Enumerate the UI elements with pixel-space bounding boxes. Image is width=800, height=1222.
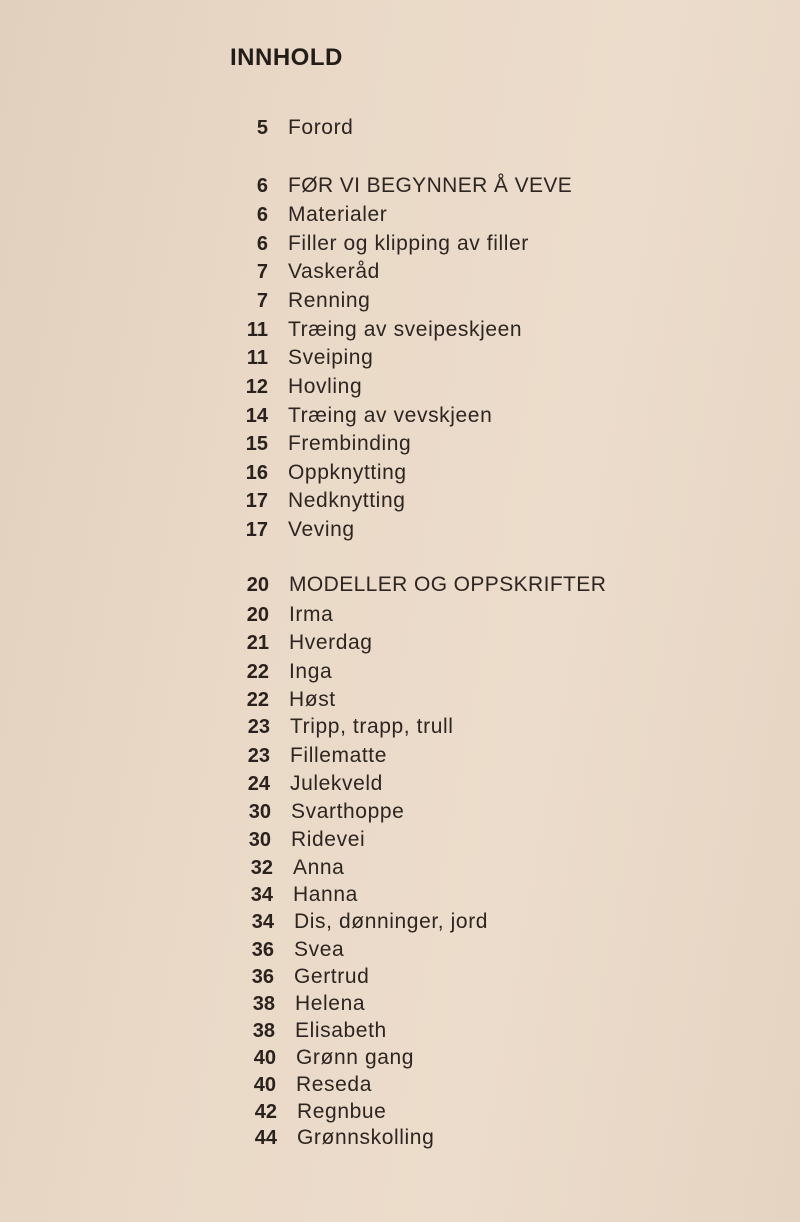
toc-page-number: 38: [252, 992, 275, 1015]
toc-page-number: 30: [248, 828, 271, 851]
toc-title: Fillematte: [290, 744, 388, 767]
toc-entry: [242, 770, 383, 798]
toc-title: Hovling: [288, 375, 363, 398]
toc-title: Vaskeråd: [288, 260, 380, 283]
toc-entry: [246, 908, 488, 936]
toc-page-number: 38: [252, 1019, 275, 1042]
toc-entry: [245, 854, 344, 882]
toc-title: Hanna: [293, 883, 358, 906]
toc-page-number: 36: [251, 965, 274, 988]
toc-entry: [247, 990, 365, 1018]
toc-title: Filler og klipping av filler: [288, 232, 529, 255]
toc-title: Julekveld: [290, 772, 383, 795]
toc-entry: [240, 487, 406, 515]
toc-title: Nedknytting: [288, 489, 406, 512]
toc-entry: [248, 1071, 372, 1099]
toc-page-number: 6: [256, 174, 268, 197]
toc-entry: [240, 430, 411, 458]
toc-title: Renning: [288, 289, 371, 312]
toc-title: Gertrud: [294, 965, 370, 988]
toc-title: Hverdag: [289, 631, 373, 654]
toc-page-number: 22: [246, 688, 269, 711]
toc-entry: [240, 459, 407, 487]
toc-entry: [247, 1017, 387, 1045]
toc-page-number: 36: [251, 938, 274, 961]
toc-page-number: 21: [246, 631, 269, 654]
toc-title: Irma: [289, 603, 334, 626]
toc-title: Forord: [288, 116, 354, 139]
toc-entry: [242, 742, 387, 770]
toc-page-number: 17: [245, 518, 268, 541]
toc-section-title: FØR VI BEGYNNER Å VEVE: [288, 174, 573, 197]
toc-page-number: 44: [254, 1126, 277, 1149]
toc-page-number: 24: [247, 772, 270, 795]
toc-title: Tripp, trapp, trull: [290, 715, 454, 738]
toc-title: Svea: [294, 938, 345, 961]
toc-entry: [249, 1124, 434, 1152]
toc-entry: [246, 963, 369, 991]
toc-title: Træing av vevskjeen: [288, 404, 493, 427]
toc-entry: [240, 287, 370, 315]
contents-heading: INNHOLD: [230, 44, 343, 71]
toc-entry: [241, 571, 606, 599]
toc-page-number: 20: [246, 573, 269, 596]
toc-page-number: 34: [251, 910, 274, 933]
toc-entry: [248, 1044, 414, 1072]
toc-page-number: 40: [253, 1046, 276, 1069]
toc-page-number: 22: [246, 660, 269, 683]
toc-page-number: 7: [256, 260, 268, 283]
toc-entry: [240, 172, 572, 200]
toc-page-number: 23: [247, 715, 270, 738]
toc-page-number: 5: [256, 116, 268, 139]
toc-title: Reseda: [296, 1073, 372, 1096]
toc-page-number: 6: [256, 232, 268, 255]
toc-entry: [240, 516, 355, 544]
toc-title: Træing av sveipeskjeen: [288, 318, 523, 341]
toc-title: Frembinding: [288, 432, 412, 455]
toc-title: Grønnskolling: [297, 1126, 435, 1149]
toc-title: Materialer: [288, 203, 388, 226]
toc-page-number: 42: [254, 1100, 277, 1123]
toc-title: Helena: [295, 992, 366, 1015]
toc-title: Anna: [293, 856, 345, 879]
toc-page-number: 30: [248, 800, 271, 823]
toc-title: Inga: [289, 660, 333, 683]
toc-entry: [240, 114, 353, 142]
toc-title: Elisabeth: [295, 1019, 387, 1042]
toc-page-number: 32: [250, 856, 273, 879]
toc-entry: [241, 601, 333, 629]
toc-page-number: 16: [245, 461, 268, 484]
toc-page-number: 23: [247, 744, 270, 767]
toc-entry: [241, 658, 332, 686]
toc-page-number: 34: [250, 883, 273, 906]
toc-page-number: 12: [245, 375, 268, 398]
toc-page-number: 11: [246, 318, 268, 341]
toc-page-number: 7: [256, 289, 268, 312]
toc-entry: [241, 686, 336, 714]
toc-title: Ridevei: [291, 828, 366, 851]
toc-entry: [240, 316, 522, 344]
toc-title: Veving: [288, 518, 355, 541]
toc-entry: [240, 230, 529, 258]
toc-page-number: 6: [256, 203, 268, 226]
toc-entry: [240, 402, 492, 430]
toc-entry: [243, 798, 404, 826]
toc-page-number: 15: [245, 432, 268, 455]
toc-page-number: 11: [246, 346, 268, 369]
toc-title: Sveiping: [288, 346, 374, 369]
toc-entry: [240, 258, 380, 286]
toc-entry: [245, 881, 358, 909]
toc-entry: [246, 936, 344, 964]
toc-page-number: 40: [253, 1073, 276, 1096]
toc-page-number: 17: [245, 489, 268, 512]
toc-entry: [243, 826, 365, 854]
toc-entry: [240, 344, 373, 372]
toc-title: Grønn gang: [296, 1046, 415, 1069]
toc-title: Regnbue: [297, 1100, 387, 1123]
toc-entry: [242, 713, 454, 741]
toc-title: Oppknytting: [288, 461, 407, 484]
toc-title: Dis, dønninger, jord: [294, 910, 489, 933]
toc-page-number: 14: [245, 404, 268, 427]
toc-section-title: MODELLER OG OPPSKRIFTER: [289, 573, 607, 596]
toc-page-number: 20: [246, 603, 269, 626]
toc-entry: [240, 201, 387, 229]
toc-title: Svarthoppe: [291, 800, 405, 823]
toc-entry: [241, 629, 373, 657]
toc-entry: [249, 1098, 386, 1126]
toc-title: Høst: [289, 688, 336, 711]
toc-entry: [240, 373, 362, 401]
